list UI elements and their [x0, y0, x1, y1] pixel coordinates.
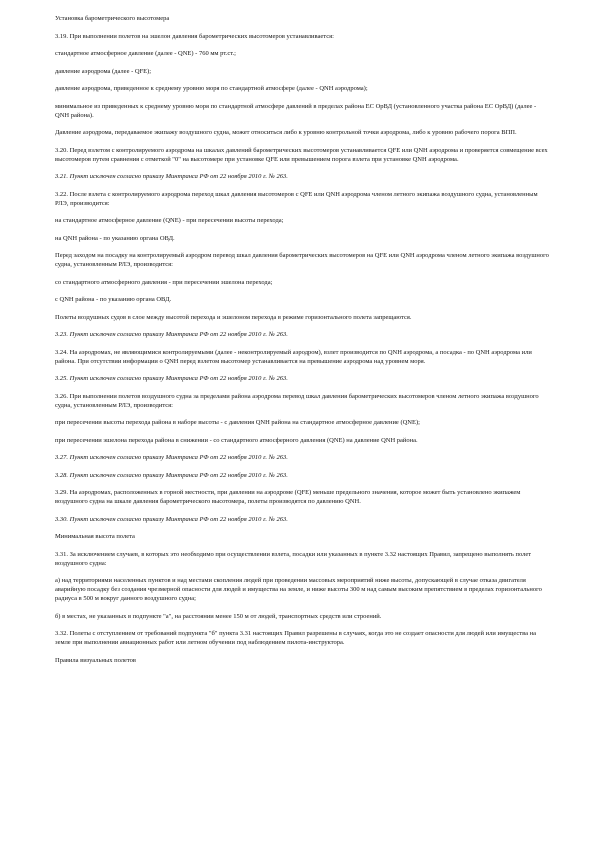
- section-heading: Минимальная высота полета: [55, 533, 135, 540]
- paragraph: Давление аэродрома, передаваемое экипажу воздушного судна, может относиться либо к уровню контрольной точки аэродрома, либо к уровню рабочего порога ВПП.: [55, 129, 517, 136]
- paragraph: на стандартное атмосферное давление (QNE) - при пересечении высоты перехода;: [55, 217, 284, 224]
- paragraph: со стандартного атмосферного давления - при пересечении эшелона перехода;: [55, 278, 273, 286]
- paragraph: минимальное из приведенных к среднему уровню моря по стандартной атмосфере давлений в пределах района ЕС ОрВД (установленного участка района ЕС ОрВД) (далее - QNH района).: [55, 102, 537, 119]
- paragraph: давление аэродрома (далее - QFE);: [55, 67, 152, 75]
- excluded-clause-paragraph: 3.23. Пункт исключен согласно приказу Минтранса РФ от 22 ноября 2010 г. № 263.: [55, 331, 288, 338]
- excluded-clause-paragraph: 3.25. Пункт исключен согласно приказу Минтранса РФ от 22 ноября 2010 г. № 263.: [55, 375, 288, 382]
- paragraph: б) в местах, не указанных в подпункте "а", на расстоянии менее 150 м от людей, транспортных средств или строений.: [55, 612, 382, 620]
- paragraph: 3.26. При выполнении полетов воздушного судна за пределами района аэродрома перевод шкал давления барометрических высотомеров членом летного экипажа воздушного судна, установленным РЛЭ, производится:: [55, 392, 539, 409]
- paragraph: 3.19. При выполнении полетов на эшелон давления барометрических высотомеров устанавливается:: [55, 32, 334, 40]
- paragraph: на QNH района - по указанию органа ОВД.: [55, 234, 175, 242]
- excluded-clause-paragraph: 3.30. Пункт исключен согласно приказу Минтранса РФ от 22 ноября 2010 г. № 263.: [55, 515, 288, 523]
- paragraph: при пересечении высоты перехода района в наборе высоты - с давления QNH района на стандартное атмосферное давление (QNE);: [55, 419, 420, 426]
- paragraph: 3.20. Перед взлетом с контролируемого аэродрома на шкалах давлений барометрических высотомеров устанавливается QFE или QNH аэродрома и проверяется совмещение всех высотомеров путем сравнения с отметкой "0" на высотомере при установке QFE или превышением порога взлета при установке QNH аэродрома.: [55, 146, 548, 163]
- paragraph: Полеты воздушных судов в слое между высотой перехода и эшелоном перехода в режиме горизонтального полета запрещаются.: [55, 313, 412, 321]
- paragraph: при пересечении эшелона перехода района в снижении - со стандартного атмосферного давления (QNE) на давление QNH района.: [55, 436, 418, 444]
- document-page: [55, 14, 550, 673]
- paragraph: а) над территориями населенных пунктов и над местами скопления людей при проведении массовых мероприятий ниже высоты, допускающей в случае отказа двигателя аварийную посадку без создания чрезмерной опасности для людей и имущества на земле, и ниже высоты 300 м над самым высоким препятствием в пределах горизонтального радиуса в 500 м вокруг данного воздушного судна;: [55, 577, 542, 602]
- excluded-clause-paragraph: 3.21. Пункт исключен согласно приказу Минтранса РФ от 22 ноября 2010 г. № 263.: [55, 173, 288, 180]
- paragraph: 3.32. Полеты с отступлением от требований подпункта "б" пункта 3.31 настоящих Правил разрешены в случаях, когда это не создает опасности для людей или имущества на земле при выполнении авиационных работ или летном обучении под наблюдением пилота-инструктора.: [55, 630, 536, 646]
- paragraph: 3.29. На аэродромах, расположенных в горной местности, при давлении на аэродроме (QFE) меньше предельного значения, которое может быть установлено экипажем воздушного судна на шкале давления барометрического высотомера, полеты производятся по давлению QNH.: [55, 489, 521, 505]
- excluded-clause-paragraph: 3.27. Пункт исключен согласно приказу Минтранса РФ от 22 ноября 2010 г. № 263.: [55, 454, 288, 461]
- paragraph: 3.22. После взлета с контролируемого аэродрома переход шкал давления высотомеров с QFE или QNH аэродрома членом летного экипажа воздушного судна, установленным РЛЭ, производится:: [55, 190, 538, 207]
- paragraph: Перед заходом на посадку на контролируемый аэродром перевод шкал давления барометрических высотомеров на QFE или QNH аэродрома членом летного экипажа воздушного судна, установленным РЛЭ, производится:: [55, 252, 549, 268]
- section-heading: Установка барометрического высотомера: [55, 15, 170, 22]
- excluded-clause-paragraph: 3.28. Пункт исключен согласно приказу Минтранса РФ от 22 ноября 2010 г. № 263.: [55, 471, 288, 479]
- paragraph: 3.31. За исключением случаев, в которых это необходимо при осуществлении взлета, посадки или указанных в пункте 3.32 настоящих Правил, запрещено выполнять полет воздушного судна:: [55, 550, 532, 567]
- section-heading: Правила визуальных полетов: [55, 656, 136, 664]
- paragraph: 3.24. На аэродромах, не являющимися контролируемыми (далее - неконтролируемый аэродром), взлет производится по QNH аэродрома, а посадка - по QNH аэродрома или района. При отсутствии информации о QNH перед взлетом высотомер устанавливается на превышение аэродрома над уровнем моря.: [55, 348, 532, 365]
- paragraph: давление аэродрома, приведенное к среднему уровню моря по стандартной атмосфере (далее - QNH аэродрома);: [55, 85, 368, 92]
- paragraph: с QNH района - по указанию органа ОВД.: [55, 296, 172, 303]
- paragraph: стандартное атмосферное давление (далее - QNE) - 760 мм рт.ст.;: [55, 50, 236, 57]
